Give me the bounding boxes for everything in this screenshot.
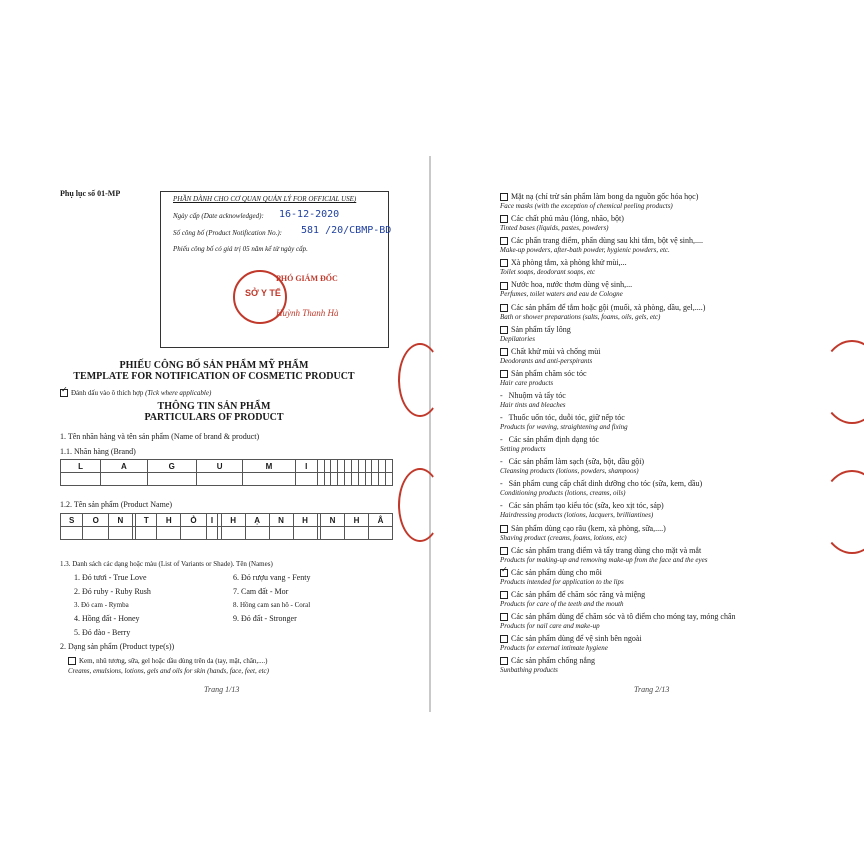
product-letter-cell xyxy=(157,527,181,540)
variant-8: 8. Hồng cam san hô - Coral xyxy=(233,601,311,609)
product-type-item[interactable] xyxy=(500,303,705,312)
item-label-en: Products for care of the teeth and the mouth xyxy=(500,599,624,608)
section-1-3: 1.3. Danh sách các dạng hoặc màu (List of Variants or Shade). Tên (Names) xyxy=(60,560,273,568)
item-label-en: Setting products xyxy=(500,445,546,454)
validity-note: Phiếu công bố có giá trị 05 năm kể từ ngày cấp. xyxy=(173,245,308,253)
variant-7: 7. Cam đất - Mor xyxy=(233,587,289,596)
item-label-vi: Mặt nạ (chỉ trừ sản phẩm làm bong da nguồn gốc hóa học) xyxy=(511,192,699,201)
brand-letter-cell xyxy=(331,460,338,473)
page-2-footer: Trang 2/13 xyxy=(634,685,670,694)
product-type-item[interactable] xyxy=(500,568,602,577)
checkbox-icon[interactable] xyxy=(500,282,508,290)
product-type-item[interactable] xyxy=(500,524,666,533)
number-value: 581 /20/CBMP-BD xyxy=(301,225,392,236)
tick-note-text: Đánh dấu vào ô thích hợp xyxy=(71,389,144,397)
product-letter-cell: T xyxy=(136,514,157,527)
product-letter-cell: H xyxy=(293,514,317,527)
date-label: Ngày cấp (Date acknowledged): xyxy=(173,212,264,220)
brand-letter-cell xyxy=(379,473,386,486)
product-letter-cell xyxy=(245,527,269,540)
brand-letter-cell: A xyxy=(101,460,147,473)
checkbox-icon[interactable] xyxy=(500,326,508,334)
brand-letter-cell xyxy=(295,473,317,486)
checkbox-icon xyxy=(60,389,68,397)
section-1-2: 1.2. Tên sản phẩm (Product Name) xyxy=(60,500,173,509)
product-letter-cell: Â xyxy=(368,514,392,527)
product-letter-cell: O xyxy=(83,514,109,527)
official-use-box xyxy=(160,191,392,348)
brand-letter-cell xyxy=(324,473,331,486)
product-letter-cell: Ạ xyxy=(245,514,269,527)
product-letter-cell xyxy=(293,527,317,540)
section-1: 1. Tên nhãn hàng và tên sản phẩm (Name of brand & product) xyxy=(60,432,260,441)
list-dash: - xyxy=(500,390,509,400)
checkbox-icon[interactable] xyxy=(500,215,508,223)
product-type-item[interactable] xyxy=(500,347,600,356)
brand-letter-cell xyxy=(101,473,147,486)
item-label-en: Toilet soaps, deodorant soaps, etc xyxy=(500,268,596,277)
checkbox-icon xyxy=(68,657,76,665)
item-label-vi: Sản phẩm cung cấp chất dinh dưỡng cho tóc (sữa, kem, dầu) xyxy=(508,479,703,489)
checkbox-icon[interactable] xyxy=(500,591,508,599)
checkbox-icon[interactable] xyxy=(500,348,508,356)
type-creams-en: Creams, emulsions, lotions, gels and oils for skin (hands, face, feet, etc) xyxy=(68,667,269,675)
product-type-item[interactable] xyxy=(500,590,645,599)
product-letter-cell: Ỏ xyxy=(181,514,207,527)
page-divider xyxy=(429,156,431,712)
item-label-en: Products for making-up and removing make-up from the face and the eyes xyxy=(500,555,708,564)
item-label-vi: Các sản phẩm chống nắng xyxy=(511,656,595,666)
item-label-en: Conditioning products (lotions, creams, oils) xyxy=(500,489,626,498)
brand-letter-cell: M xyxy=(243,460,295,473)
item-label-vi: Thuốc uốn tóc, duỗi tóc, giữ nếp tóc xyxy=(508,413,625,422)
signer-title: PHÓ GIÁM ĐỐC xyxy=(276,274,338,283)
list-dash: - xyxy=(500,413,509,422)
item-label-en: Products for external intimate hygiene xyxy=(500,644,608,652)
subtitle-vi: THÔNG TIN SẢN PHẨM xyxy=(157,401,271,412)
product-type-item xyxy=(500,479,702,488)
type-creams-vi: Kem, nhũ tương, sữa, gel hoặc dầu dùng trên da (tay, mặt, chân,....) xyxy=(79,657,268,665)
product-name-grid xyxy=(60,513,393,540)
variant-2: 2. Đỏ ruby - Ruby Rush xyxy=(74,587,151,596)
product-type-item[interactable] xyxy=(500,634,642,643)
item-label-vi: Sản phẩm tẩy lông xyxy=(511,324,571,334)
item-label-en: Deodorants and anti-perspirants xyxy=(500,356,593,365)
brand-letter-cell: G xyxy=(147,460,196,473)
brand-letter-cell xyxy=(386,473,393,486)
brand-letter-cell xyxy=(331,473,338,486)
brand-letter-cell xyxy=(324,460,331,473)
product-letter-cell: N xyxy=(108,514,132,527)
list-dash: - xyxy=(500,479,509,489)
brand-letter-cell xyxy=(317,460,324,473)
item-label-vi: Các phấn trang điểm, phấn dùng sau khi tắm, bột vệ sinh,.... xyxy=(511,236,703,246)
checkbox-icon[interactable] xyxy=(500,657,508,665)
brand-letter-cell xyxy=(61,473,101,486)
item-label-vi: Nước hoa, nước thơm dùng vệ sinh,... xyxy=(511,280,633,290)
product-letter-cell: I xyxy=(206,514,217,527)
item-label-vi: Các sản phẩm trang điểm và tẩy trang dùng cho mặt và mắt xyxy=(511,545,702,555)
product-letter-cell xyxy=(61,527,83,540)
item-label-vi: Các sản phẩm để chăm sóc răng và miệng xyxy=(511,589,646,599)
checkbox-icon[interactable] xyxy=(500,370,508,378)
variant-1: 1. Đỏ tươi - True Love xyxy=(74,573,147,582)
brand-letter-cell xyxy=(345,460,352,473)
item-label-en: Shaving product (creams, foams, lotions, etc) xyxy=(500,533,627,542)
list-dash: - xyxy=(500,457,509,467)
product-letter-cell xyxy=(83,527,109,540)
item-label-vi: Xà phòng tắm, xà phòng khử mùi,... xyxy=(511,258,627,268)
item-label-vi: Các sản phẩm tạo kiểu tóc (sữa, keo xịt tóc, sáp) xyxy=(508,501,664,511)
product-letter-cell: N xyxy=(269,514,293,527)
official-box-title: PHẦN DÀNH CHO CƠ QUAN QUẢN LÝ FOR OFFICIAL USE) xyxy=(173,195,357,203)
partial-stamp-bottom xyxy=(398,468,442,542)
product-type-item[interactable] xyxy=(500,369,587,378)
brand-letter-cell xyxy=(351,460,358,473)
variant-9: 9. Đỏ đất - Stronger xyxy=(233,614,297,623)
variant-4: 4. Hồng đất - Honey xyxy=(74,614,140,623)
product-type-item[interactable] xyxy=(500,214,624,223)
brand-letter-cell xyxy=(147,473,196,486)
checkbox-icon[interactable] xyxy=(500,193,508,201)
brand-letter-cell: L xyxy=(61,460,101,473)
product-letter-cell: H xyxy=(157,514,181,527)
stamp-text: SỞ Y TẾ xyxy=(245,288,281,298)
section-1-1: 1.1. Nhãn hàng (Brand) xyxy=(60,447,136,456)
brand-letter-cell: U xyxy=(196,460,242,473)
checkbox-icon[interactable] xyxy=(500,635,508,643)
checkbox-icon[interactable] xyxy=(500,304,508,312)
date-value: 16-12-2020 xyxy=(279,209,340,220)
variant-5: 5. Đỏ đào - Berry xyxy=(74,628,131,637)
product-type-item xyxy=(500,413,625,422)
section-2: 2. Dạng sản phẩm (Product type(s)) xyxy=(60,642,175,651)
product-letter-cell xyxy=(108,527,132,540)
product-letter-cell xyxy=(321,527,345,540)
item-label-en: Perfumes, toilet waters and eau de Cologne xyxy=(500,290,623,299)
item-label-en: Products intended for application to the lips xyxy=(500,577,624,586)
list-dash: - xyxy=(500,501,509,511)
brand-letter-cell xyxy=(351,473,358,486)
product-type-item[interactable] xyxy=(500,325,571,334)
item-label-en: Tinted bases (liquids, pastes, powders) xyxy=(500,224,609,233)
brand-letter-cell xyxy=(386,460,393,473)
subtitle-en: PARTICULARS OF PRODUCT xyxy=(144,412,284,423)
product-type-item[interactable] xyxy=(500,258,627,267)
appendix-label: Phụ lục số 01-MP xyxy=(60,189,121,198)
product-letter-cell: S xyxy=(61,514,83,527)
brand-letter-cell xyxy=(196,473,242,486)
item-label-vi: Các sản phẩm để tắm hoặc gội (muối, xà phòng, dầu, gel,....) xyxy=(511,302,706,312)
item-label-vi: Nhuộm và tẩy tóc xyxy=(508,390,566,400)
item-label-en: Sunbathing products xyxy=(500,666,558,675)
brand-letter-cell xyxy=(372,473,379,486)
variant-6: 6. Đỏ rượu vang - Fenty xyxy=(233,573,311,582)
brand-letter-cell xyxy=(338,460,345,473)
item-label-vi: Sản phẩm chăm sóc tóc xyxy=(511,368,587,378)
page-1-footer: Trang 1/13 xyxy=(204,685,240,694)
product-type-item[interactable] xyxy=(500,612,736,621)
brand-letter-cell xyxy=(317,473,324,486)
variant-3: 3. Đỏ cam - Rymba xyxy=(74,601,129,609)
type-creams xyxy=(68,657,268,665)
product-type-item[interactable] xyxy=(500,280,632,289)
checkbox-icon[interactable] xyxy=(500,525,508,533)
product-letter-cell xyxy=(368,527,392,540)
partial-stamp-top xyxy=(398,343,442,417)
checkbox-icon[interactable] xyxy=(500,613,508,621)
checkbox-icon[interactable] xyxy=(500,547,508,555)
product-letter-cell: N xyxy=(321,514,345,527)
product-letter-cell xyxy=(181,527,207,540)
product-letter-cell xyxy=(206,527,217,540)
product-type-item xyxy=(500,501,664,510)
item-label-en: Cleansing products (lotions, powders, shampoos) xyxy=(500,467,639,476)
item-label-en: Hair care products xyxy=(500,378,554,387)
item-label-en: Make-up powders, after-bath powder, hygienic powders, etc. xyxy=(500,246,670,255)
product-type-item xyxy=(500,391,566,400)
brand-letter-cell xyxy=(365,473,372,486)
product-type-item[interactable] xyxy=(500,656,595,665)
checkbox-icon[interactable] xyxy=(500,259,508,267)
title-en: TEMPLATE FOR NOTIFICATION OF COSMETIC PRODUCT xyxy=(73,371,355,382)
item-label-en: Bath or shower preparations (salts, foams, oils, gels, etc) xyxy=(500,312,661,321)
brand-letter-cell xyxy=(372,460,379,473)
signer-name: Huỳnh Thanh Hà xyxy=(276,308,339,318)
brand-letter-cell xyxy=(358,460,365,473)
item-label-vi: Các sản phẩm dùng để chăm sóc và tô điểm cho móng tay, móng chân xyxy=(511,611,736,621)
title-vi: PHIẾU CÔNG BỐ SẢN PHẨM MỸ PHẨM xyxy=(119,360,309,371)
item-label-vi: Sản phẩm dùng cạo râu (kem, xà phòng, sữa,....) xyxy=(511,523,666,533)
item-label-vi: Các sản phẩm dùng cho môi xyxy=(511,567,602,577)
checkbox-icon[interactable] xyxy=(500,237,508,245)
number-label: Số công bố (Product Notification No.): xyxy=(173,229,283,237)
brand-letter-cell xyxy=(243,473,295,486)
product-letter-cell xyxy=(269,527,293,540)
product-type-item[interactable] xyxy=(500,236,703,245)
item-label-en: Products for nail care and make-up xyxy=(500,621,600,630)
product-letter-cell xyxy=(344,527,368,540)
product-type-item[interactable] xyxy=(500,192,698,201)
product-type-item xyxy=(500,435,599,444)
item-label-vi: Các sản phẩm dùng để vệ sinh bên ngoài xyxy=(511,634,642,643)
product-type-item xyxy=(500,457,644,466)
brand-letter-cell xyxy=(365,460,372,473)
item-label-en: Products for waving, straightening and fixing xyxy=(500,423,628,431)
product-letter-cell xyxy=(136,527,157,540)
checked-checkbox-icon[interactable] xyxy=(500,569,508,577)
list-dash: - xyxy=(500,435,509,445)
brand-letter-cell: I xyxy=(295,460,317,473)
product-type-item[interactable] xyxy=(500,546,701,555)
product-letter-cell xyxy=(221,527,245,540)
item-label-vi: Các chất phủ màu (lỏng, nhão, bột) xyxy=(511,214,624,224)
item-label-en: Hair tints and bleaches xyxy=(500,400,566,409)
brand-letter-cell xyxy=(345,473,352,486)
item-label-vi: Các sản phẩm định dạng tóc xyxy=(508,435,600,445)
product-letter-cell: H xyxy=(221,514,245,527)
tick-note-en: (Tick where applicable) xyxy=(145,389,212,397)
tick-note xyxy=(60,389,211,397)
item-label-en: Depilatories xyxy=(500,334,535,343)
brand-letter-cell xyxy=(358,473,365,486)
brand-letter-cell xyxy=(338,473,345,486)
item-label-en: Face masks (with the exception of chemical peeling products) xyxy=(500,202,673,210)
item-label-vi: Chất khử mùi và chống mùi xyxy=(511,346,601,356)
product-letter-cell: H xyxy=(344,514,368,527)
brand-letter-cell xyxy=(379,460,386,473)
item-label-vi: Các sản phẩm làm sạch (sữa, bột, dầu gội) xyxy=(508,457,645,467)
item-label-en: Hairdressing products (lotions, lacquers, brilliantines) xyxy=(500,511,654,520)
brand-grid xyxy=(60,459,393,486)
